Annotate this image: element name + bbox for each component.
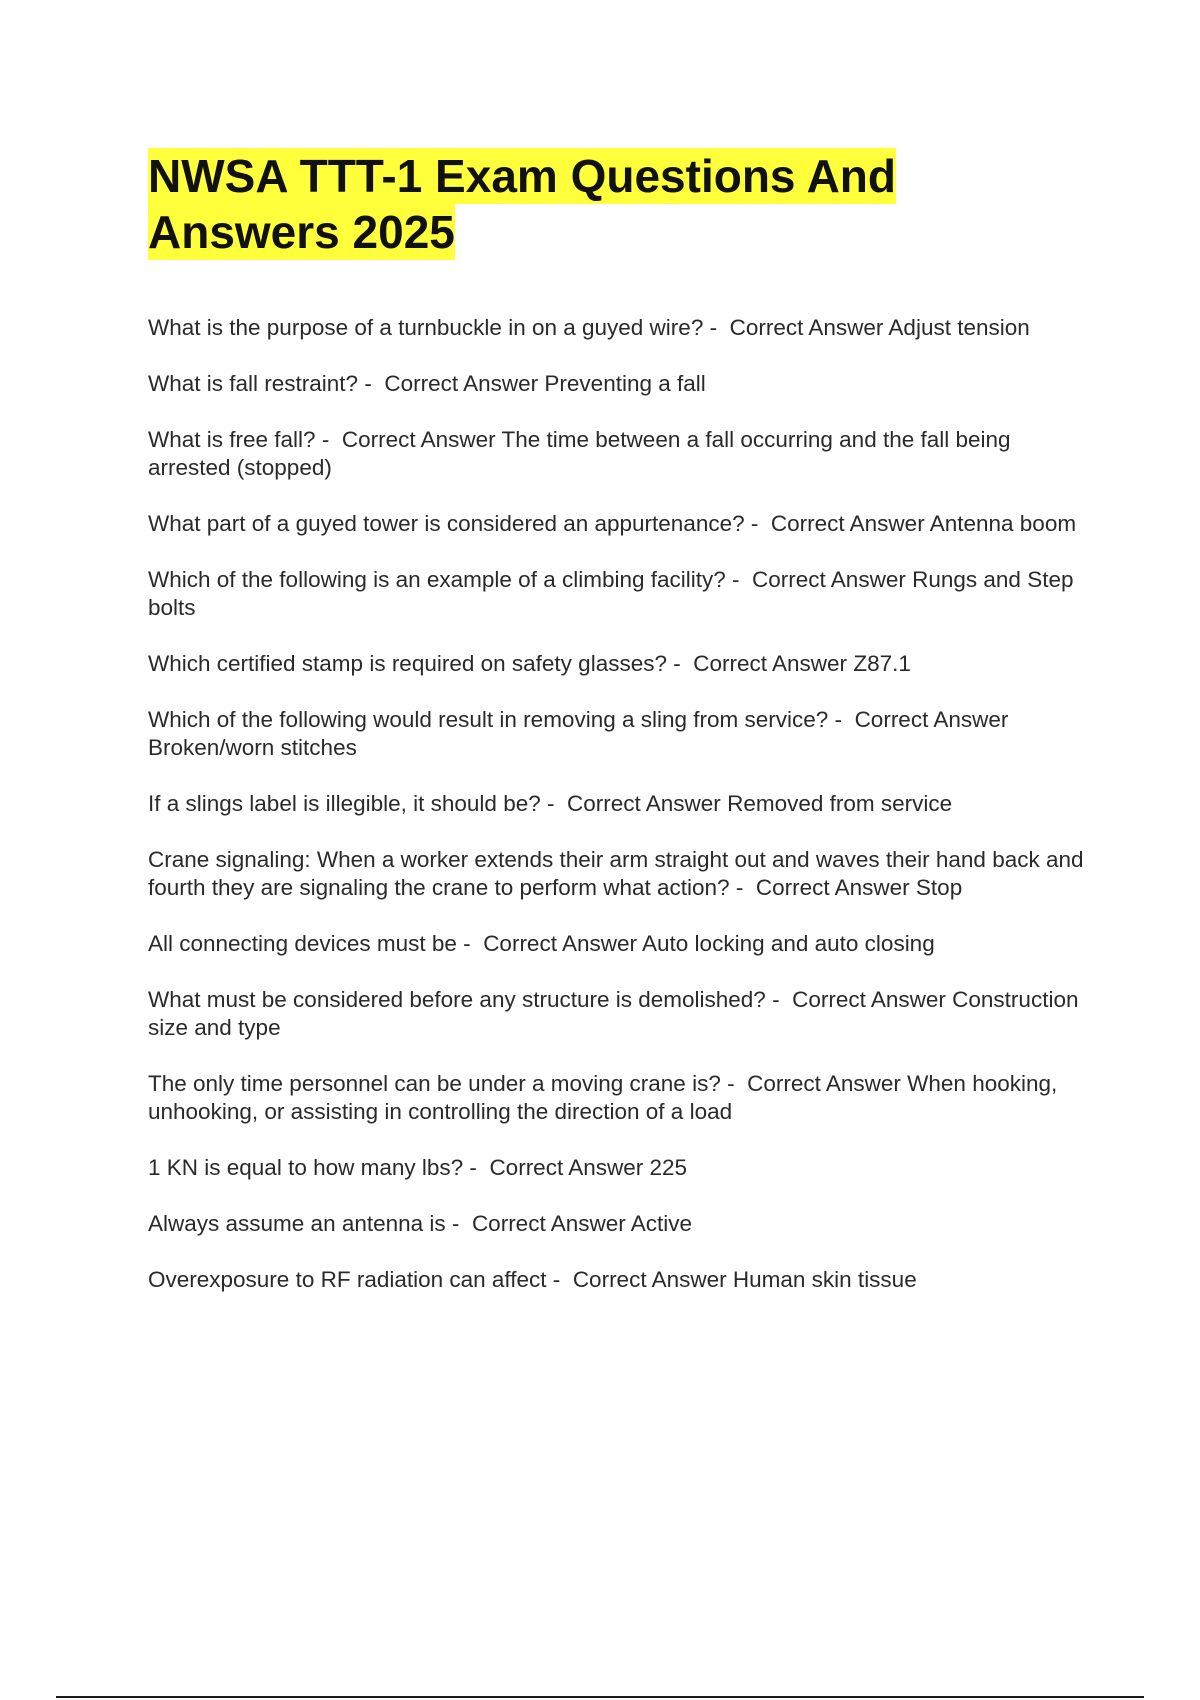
qa-item <box>148 566 1088 622</box>
question-text: What is free fall? - <box>148 427 330 452</box>
answer-text: Removed from service <box>727 791 953 816</box>
answer-label: Correct Answer <box>384 371 539 396</box>
qa-item <box>148 1070 1088 1126</box>
answer-label: Correct Answer <box>752 567 906 592</box>
answer-text: Construction size and type <box>148 987 1079 1040</box>
qa-item <box>148 1154 1088 1182</box>
answer-text: Adjust tension <box>888 315 1030 340</box>
answer-text: 225 <box>649 1155 688 1180</box>
answer-label: Correct Answer <box>747 1071 901 1096</box>
qa-item <box>148 986 1088 1042</box>
qa-item <box>148 790 1088 818</box>
question-text: Which certified stamp is required on safety glasses? - <box>148 651 681 676</box>
qa-item <box>148 1266 1088 1294</box>
qa-item <box>148 846 1088 902</box>
answer-label: Correct Answer <box>471 1211 626 1236</box>
question-text: Always assume an antenna is - <box>148 1211 460 1236</box>
answer-text: Rungs and Step bolts <box>148 567 1074 620</box>
question-text: If a slings label is illegible, it should be? - <box>148 791 555 816</box>
qa-item <box>148 706 1088 762</box>
question-text: The only time personnel can be under a moving crane is? - <box>148 1071 735 1096</box>
question-text: What is fall restraint? - <box>148 371 372 396</box>
title-line-2: Answers 2025 <box>148 206 455 258</box>
title-line-1: NWSA TTT-1 Exam Questions And <box>148 150 896 202</box>
qa-item <box>148 930 1088 958</box>
answer-text: When hooking, unhooking, or assisting in controlling the direction of a load <box>148 1071 1058 1124</box>
qa-item <box>148 426 1088 482</box>
qa-item <box>148 1210 1088 1238</box>
answer-label: Correct Answer <box>770 511 925 536</box>
footer-divider <box>56 1696 1144 1698</box>
answer-text: Z87.1 <box>853 651 911 676</box>
answer-label: Correct Answer <box>854 707 1009 732</box>
document-title <box>148 148 1028 260</box>
qa-item <box>148 314 1088 342</box>
answer-label: Correct Answer <box>489 1155 644 1180</box>
answer-label: Correct Answer <box>483 931 637 956</box>
answer-text: Antenna boom <box>929 511 1077 536</box>
answer-text: The time between a fall occurring and the fall being arrested (stopped) <box>148 427 1011 480</box>
qa-item <box>148 510 1088 538</box>
question-text: Overexposure to RF radiation can affect - <box>148 1267 561 1292</box>
question-text: What must be considered before any structure is demolished? - <box>148 987 780 1012</box>
question-text: What is the purpose of a turnbuckle in on a guyed wire? - <box>148 315 718 340</box>
question-text: Crane signaling: When a worker extends their arm straight out and waves their hand back and fourth they are signaling the crane to perform what action? - <box>148 847 1084 900</box>
answer-text: Human skin tissue <box>732 1267 917 1292</box>
answer-text: Auto locking and auto closing <box>642 931 935 956</box>
answer-text: Preventing a fall <box>544 371 706 396</box>
answer-label: Correct Answer <box>572 1267 727 1292</box>
qa-item <box>148 650 1088 678</box>
qa-list <box>148 314 1088 1322</box>
question-text: What part of a guyed tower is considered an appurtenance? - <box>148 511 759 536</box>
question-text: Which of the following would result in removing a sling from service? - <box>148 707 843 732</box>
question-text: All connecting devices must be - <box>148 931 471 956</box>
qa-item <box>148 370 1088 398</box>
answer-text: Broken/worn stitches <box>148 735 357 760</box>
answer-label: Correct Answer <box>755 875 910 900</box>
answer-label: Correct Answer <box>567 791 721 816</box>
answer-text: Active <box>630 1211 693 1236</box>
answer-label: Correct Answer <box>729 315 884 340</box>
answer-label: Correct Answer <box>341 427 496 452</box>
answer-label: Correct Answer <box>792 987 946 1012</box>
question-text: 1 KN is equal to how many lbs? - <box>148 1155 477 1180</box>
answer-text: Stop <box>915 875 963 900</box>
answer-label: Correct Answer <box>693 651 848 676</box>
question-text: Which of the following is an example of a climbing facility? - <box>148 567 740 592</box>
